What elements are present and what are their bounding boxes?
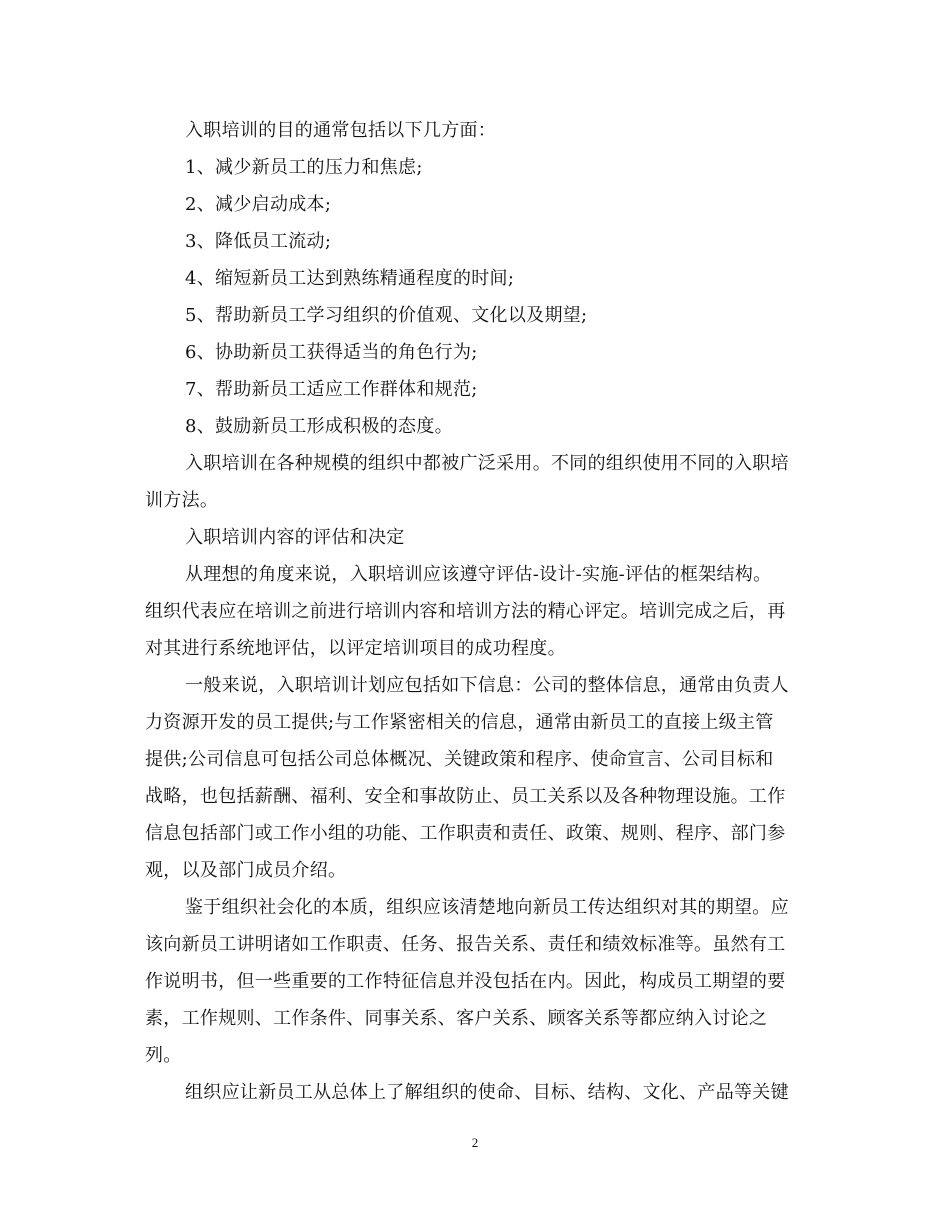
section-heading: 入职培训内容的评估和决定 [185,527,405,548]
paragraph-line: 提供;公司信息可包括公司总体概况、关键政策和程序、使命宣言、公司目标和 [145,749,774,770]
paragraph-line: 战略，也包括薪酬、福利、安全和事故防止、员工关系以及各种物理设施。工作 [145,786,786,807]
paragraph-line: 该向新员工讲明诸如工作职责、任务、报告关系、责任和绩效标准等。虽然有工 [145,934,786,955]
paragraph-line: 从理想的角度来说，入职培训应该遵守评估-设计-实施-评估的框架结构。 [185,564,772,585]
list-item: 2、减少启动成本; [185,194,332,215]
document-body [145,112,805,1111]
paragraph-line: 力资源开发的员工提供;与工作紧密相关的信息，通常由新员工的直接上级主管 [145,712,774,733]
paragraph-line: 信息包括部门或工作小组的功能、工作职责和责任、政策、规则、程序、部门参 [145,823,786,844]
list-item: 5、帮助新员工学习组织的价值观、文化以及期望; [185,305,588,326]
list-item: 8、鼓励新员工形成积极的态度。 [185,416,453,437]
page-number: 2 [471,1135,479,1150]
paragraph-line: 入职培训在各种规模的组织中都被广泛采用。不同的组织使用不同的入职培 [185,453,789,474]
paragraph-line: 作说明书，但一些重要的工作特征信息并没包括在内。因此，构成员工期望的要 [145,971,786,992]
paragraph-line: 观，以及部门成员介绍。 [145,860,347,881]
paragraph-line: 一般来说，入职培训计划应包括如下信息：公司的整体信息，通常由负责人 [185,675,789,696]
intro-line: 入职培训的目的通常包括以下几方面： [185,120,497,141]
list-item: 6、协助新员工获得适当的角色行为; [185,342,478,363]
list-item: 3、降低员工流动; [185,231,332,252]
paragraph-line: 组织代表应在培训之前进行培训内容和培训方法的精心评定。培训完成之后，再 [145,601,786,622]
paragraph-line: 对其进行系统地评估，以评定培训项目的成功程度。 [145,638,566,659]
paragraph-line: 鉴于组织社会化的本质，组织应该清楚地向新员工传达组织对其的期望。应 [185,897,789,918]
list-item: 4、缩短新员工达到熟练精通程度的时间; [185,268,515,289]
list-item: 1、减少新员工的压力和焦虑; [185,157,423,178]
paragraph-line: 列。 [145,1045,182,1066]
paragraph-line: 组织应让新员工从总体上了解组织的使命、目标、结构、文化、产品等关键 [185,1082,789,1103]
list-item: 7、帮助新员工适应工作群体和规范; [185,379,478,400]
paragraph-line: 训方法。 [145,490,219,511]
paragraph-line: 素，工作规则、工作条件、同事关系、客户关系、顾客关系等都应纳入讨论之 [145,1008,768,1029]
